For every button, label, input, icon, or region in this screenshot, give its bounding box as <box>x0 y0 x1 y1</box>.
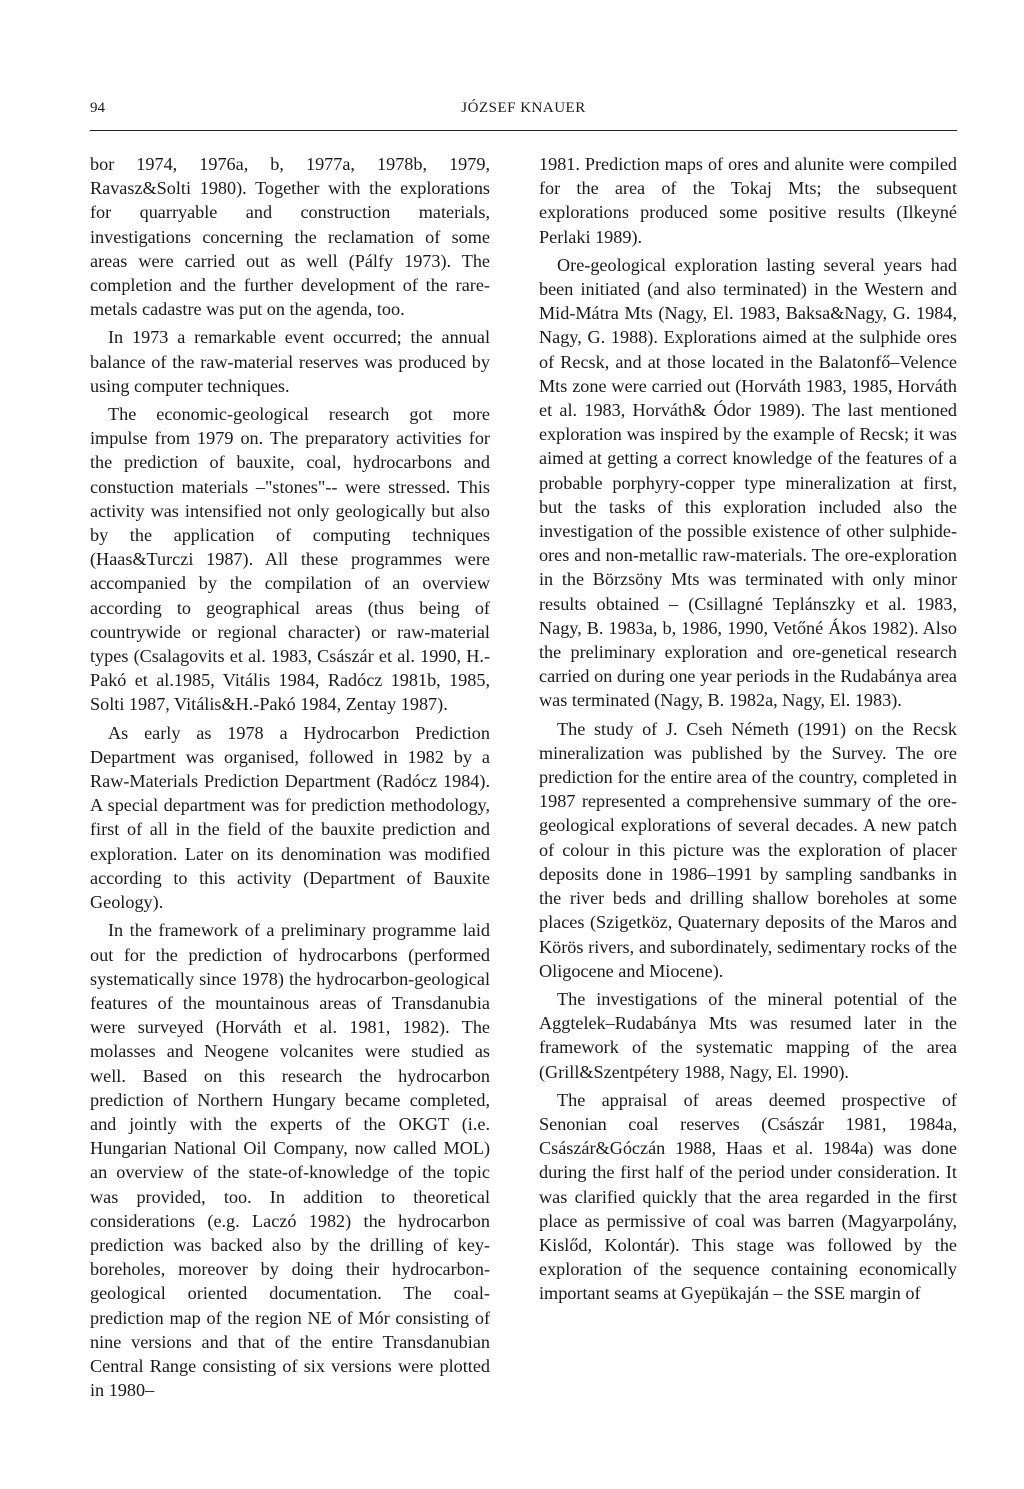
right-column <box>539 152 957 1310</box>
paragraph: In the framework of a preliminary programme laid out for the prediction of hydrocarbons (performed systematically since 1978) the hydrocarbon-geological features of the mountainous areas of Transdanubia were surveyed (Horváth et al. 1981, 1982). The molasses and Neogene volcanites were studied as well. Based on this research the hydrocarbon prediction of Northern Hungary became completed, and jointly with the experts of the OKGT (i.e. Hungarian National Oil Company, now called MOL) an overview of the state-of-knowledge of the topic was provided, too. In addition to theoretical considerations (e.g. Laczó 1982) the hydrocarbon prediction was backed also by the drilling of key-boreholes, moreover by doing their hydrocarbon-geological oriented documentation. The coal-prediction map of the region NE of Mór consisting of nine versions and that of the entire Transdanubian Central Range consisting of six versions were plotted in 1980– <box>90 920 490 1401</box>
paragraph: The appraisal of areas deemed prospective of Senonian coal reserves (Császár 1981, 1984a, Császár&Góczán 1988, Haas et al. 1984a) was done during the first half of the period under consideration. It was clarified quickly that the area regarded in the first place as permissive of coal was barren (Magyarpolány, Kislőd, Kolontár). This stage was followed by the exploration of the sequence containing economically important seams at Gyepükaján – the SSE margin of <box>539 1089 957 1304</box>
paragraph: bor 1974, 1976a, b, 1977a, 1978b, 1979, Ravasz&Solti 1980). Together with the explorations for quarryable and construction materials, investigations concerning the reclamation of some areas were carried out as well (Pálfy 1973). The completion and the further development of the rare-metals cadastre was put on the agenda, too. <box>90 154 490 320</box>
paragraph: The study of J. Cseh Németh (1991) on the Recsk mineralization was published by the Survey. The ore prediction for the entire area of the country, completed in 1987 represented a comprehensive summary of the ore-geological explorations of several decades. A new patch of colour in this picture was the exploration of placer deposits done in 1986–1991 by sampling sandbanks in the river beds and drilling shallow boreholes at some places (Szigetköz, Quaternary deposits of the Maros and Körös rivers, and subordinately, sedimentary rocks of the Oligocene and Miocene). <box>539 718 957 981</box>
page-number: 94 <box>90 100 105 116</box>
left-column <box>90 152 490 1406</box>
page-header <box>90 100 957 122</box>
paragraph: In 1973 a remarkable event occurred; the annual balance of the raw-material reserves was produced by using computer techniques. <box>90 327 490 396</box>
paragraph: Ore-geological exploration lasting several years had been initiated (and also terminated) in the Western and Mid-Mátra Mts (Nagy, El. 1983, Baksa&Nagy, G. 1984, Nagy, G. 1988). Explorations aimed at the sulphide ores of Recsk, and at those located in the Balatonfő–Velence Mts zone were carried out (Horváth 1983, 1985, Horváth et al. 1983, Horváth& Ódor 1989). The last mentioned exploration was inspired by the example of Recsk; it was aimed at getting a correct knowledge of the features of a probable porphyry-copper type mineralization at first, but the tasks of this exploration included also the investigation of the possible existence of other sulphide-ores and non-metallic raw-materials. The ore-exploration in the Börzsöny Mts was terminated with only minor results obtained – (Csillagné Teplánszky et al. 1983, Nagy, B. 1983a, b, 1986, 1990, Vetőné Ákos 1982). Also the preliminary exploration and ore-genetical research carried on during one year periods in the Rudabánya area was terminated (Nagy, B. 1982a, Nagy, El. 1983). <box>539 254 957 711</box>
running-title: JÓZSEF KNAUER <box>461 100 586 116</box>
header-rule <box>90 130 957 131</box>
paragraph: 1981. Prediction maps of ores and alunite were compiled for the area of the Tokaj Mts; the subsequent explorations produced some positive results (Ilkeyné Perlaki 1989). <box>539 154 957 247</box>
paragraph: As early as 1978 a Hydrocarbon Prediction Department was organised, followed in 1982 by a Raw-Materials Prediction Department (Radócz 1984). A special department was for prediction methodology, first of all in the field of the bauxite prediction and exploration. Later on its denomination was modified according to this activity (Department of Bauxite Geology). <box>90 722 490 913</box>
paragraph: The economic-geological research got more impulse from 1979 on. The preparatory activities for the prediction of bauxite, coal, hydrocarbons and constuction materials –"stones"-- were stressed. This activity was intensified not only geologically but also by the application of computing techniques (Haas&Turczi 1987). All these programmes were accompanied by the compilation of an overview according to geographical areas (thus being of countrywide or regional character) or raw-material types (Csalagovits et al. 1983, Császár et al. 1990, H.-Pakó et al.1985, Vitális 1984, Radócz 1981b, 1985, Solti 1987, Vitális&H.-Pakó 1984, Zentay 1987). <box>90 404 490 715</box>
paragraph: The investigations of the mineral potential of the Aggtelek–Rudabánya Mts was resumed later in the framework of the systematic mapping of the area (Grill&Szentpétery 1988, Nagy, El. 1990). <box>539 988 957 1082</box>
